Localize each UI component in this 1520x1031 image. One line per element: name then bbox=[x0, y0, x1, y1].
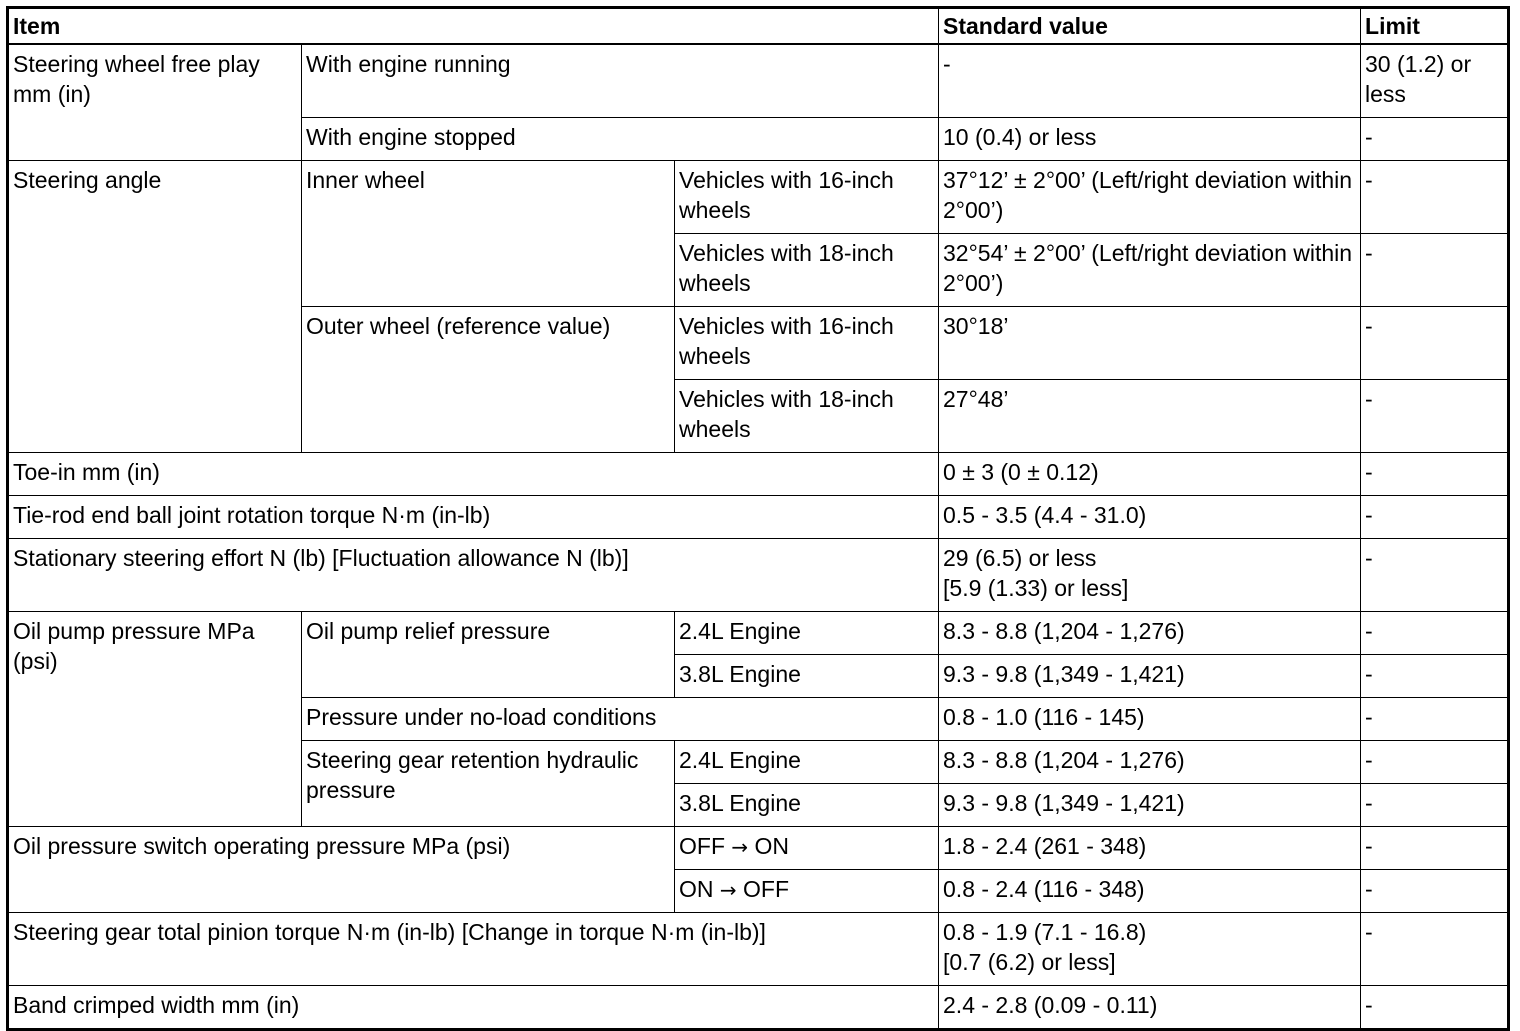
limit-value: - bbox=[1361, 118, 1509, 161]
engine-3-8l: 3.8L Engine bbox=[675, 655, 939, 698]
table-row bbox=[8, 913, 1509, 986]
state-from: OFF bbox=[679, 833, 725, 859]
switch-on-to-off bbox=[675, 870, 939, 913]
limit-value: - bbox=[1361, 913, 1509, 986]
arrow-right-icon: → bbox=[731, 835, 749, 859]
state-to: OFF bbox=[743, 876, 790, 902]
switch-off-to-on bbox=[675, 827, 939, 870]
table-row bbox=[8, 827, 1509, 870]
limit-value: - bbox=[1361, 870, 1509, 913]
arrow-right-icon: → bbox=[719, 878, 737, 902]
item-pinion-torque: Steering gear total pinion torque N·m (in-lb) [Change in torque N·m (in-lb)] bbox=[8, 913, 939, 986]
limit-value: - bbox=[1361, 741, 1509, 784]
standard-value: 9.3 - 9.8 (1,349 - 1,421) bbox=[939, 784, 1361, 827]
service-spec-table bbox=[6, 6, 1510, 1031]
header-row bbox=[8, 8, 1509, 45]
header-item: Item bbox=[8, 8, 939, 45]
limit-value: - bbox=[1361, 827, 1509, 870]
table-row bbox=[8, 496, 1509, 539]
sub-retention-pressure: Steering gear retention hydraulic pressure bbox=[302, 741, 675, 827]
sub-outer-wheel: Outer wheel (reference value) bbox=[302, 307, 675, 453]
state-to: ON bbox=[754, 833, 790, 859]
table-row bbox=[8, 161, 1509, 234]
item-oil-pressure-switch: Oil pressure switch operating pressure MPa (psi) bbox=[8, 827, 675, 913]
limit-value: - bbox=[1361, 612, 1509, 655]
header-standard-value: Standard value bbox=[939, 8, 1361, 45]
item-oil-pump-pressure: Oil pump pressure MPa (psi) bbox=[8, 612, 302, 827]
standard-value: 37°12’ ± 2°00’ (Left/right deviation within 2°00’) bbox=[939, 161, 1361, 234]
vehicle-18-inch: Vehicles with 18-inch wheels bbox=[675, 380, 939, 453]
limit-value: - bbox=[1361, 234, 1509, 307]
standard-value: 32°54’ ± 2°00’ (Left/right deviation within 2°00’) bbox=[939, 234, 1361, 307]
header-limit: Limit bbox=[1361, 8, 1509, 45]
table-row bbox=[8, 453, 1509, 496]
standard-value: 0.5 - 3.5 (4.4 - 31.0) bbox=[939, 496, 1361, 539]
item-toe-in: Toe-in mm (in) bbox=[8, 453, 939, 496]
item-steering-effort: Stationary steering effort N (lb) [Fluctuation allowance N (lb)] bbox=[8, 539, 939, 612]
limit-value: - bbox=[1361, 655, 1509, 698]
vehicle-16-inch: Vehicles with 16-inch wheels bbox=[675, 307, 939, 380]
condition-engine-running: With engine running bbox=[302, 44, 939, 118]
limit-value: - bbox=[1361, 698, 1509, 741]
item-free-play: Steering wheel free play mm (in) bbox=[8, 44, 302, 161]
table-row bbox=[8, 539, 1509, 612]
limit-value: - bbox=[1361, 986, 1509, 1030]
item-tie-rod-torque: Tie-rod end ball joint rotation torque N·m (in-lb) bbox=[8, 496, 939, 539]
standard-value: 0.8 - 1.0 (116 - 145) bbox=[939, 698, 1361, 741]
condition-engine-stopped: With engine stopped bbox=[302, 118, 939, 161]
limit-value: - bbox=[1361, 496, 1509, 539]
vehicle-18-inch: Vehicles with 18-inch wheels bbox=[675, 234, 939, 307]
table-row bbox=[8, 44, 1509, 118]
standard-value: 0.8 - 2.4 (116 - 348) bbox=[939, 870, 1361, 913]
sub-inner-wheel: Inner wheel bbox=[302, 161, 675, 307]
standard-line-1: 0.8 - 1.9 (7.1 - 16.8) bbox=[943, 919, 1147, 945]
engine-2-4l: 2.4L Engine bbox=[675, 612, 939, 655]
engine-3-8l: 3.8L Engine bbox=[675, 784, 939, 827]
state-from: ON bbox=[679, 876, 714, 902]
table-row bbox=[8, 612, 1509, 655]
limit-value: - bbox=[1361, 307, 1509, 380]
item-band-crimped-width: Band crimped width mm (in) bbox=[8, 986, 939, 1030]
standard-value: 10 (0.4) or less bbox=[939, 118, 1361, 161]
standard-value: 9.3 - 9.8 (1,349 - 1,421) bbox=[939, 655, 1361, 698]
standard-value: 8.3 - 8.8 (1,204 - 1,276) bbox=[939, 741, 1361, 784]
table-row bbox=[8, 986, 1509, 1030]
limit-value: - bbox=[1361, 161, 1509, 234]
limit-value: - bbox=[1361, 539, 1509, 612]
standard-line-2: [0.7 (6.2) or less] bbox=[943, 949, 1116, 975]
standard-value bbox=[939, 913, 1361, 986]
engine-2-4l: 2.4L Engine bbox=[675, 741, 939, 784]
standard-line-2: [5.9 (1.33) or less] bbox=[943, 575, 1129, 601]
vehicle-16-inch: Vehicles with 16-inch wheels bbox=[675, 161, 939, 234]
standard-value bbox=[939, 539, 1361, 612]
standard-value: 1.8 - 2.4 (261 - 348) bbox=[939, 827, 1361, 870]
standard-value: 8.3 - 8.8 (1,204 - 1,276) bbox=[939, 612, 1361, 655]
standard-value: 2.4 - 2.8 (0.09 - 0.11) bbox=[939, 986, 1361, 1030]
item-steering-angle: Steering angle bbox=[8, 161, 302, 453]
limit-value: - bbox=[1361, 380, 1509, 453]
limit-value: - bbox=[1361, 784, 1509, 827]
standard-value: 0 ± 3 (0 ± 0.12) bbox=[939, 453, 1361, 496]
sub-relief-pressure: Oil pump relief pressure bbox=[302, 612, 675, 698]
limit-value: - bbox=[1361, 453, 1509, 496]
standard-value: 30°18’ bbox=[939, 307, 1361, 380]
limit-value: 30 (1.2) or less bbox=[1361, 44, 1509, 118]
standard-value: 27°48’ bbox=[939, 380, 1361, 453]
standard-line-1: 29 (6.5) or less bbox=[943, 545, 1097, 571]
standard-value: - bbox=[939, 44, 1361, 118]
sub-no-load-pressure: Pressure under no-load conditions bbox=[302, 698, 939, 741]
